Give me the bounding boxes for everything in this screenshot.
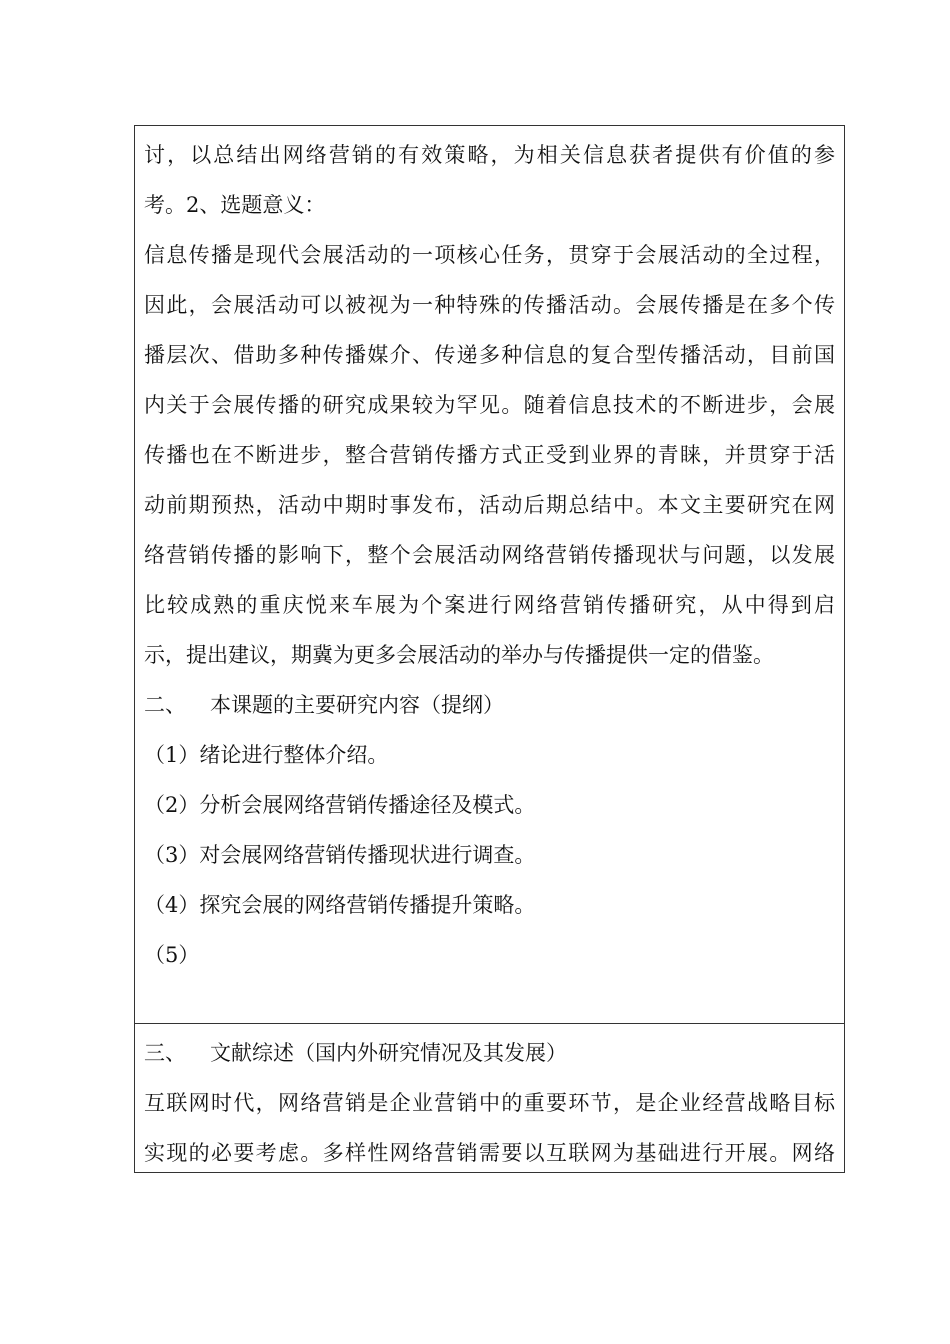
- section-heading-number: 三、: [144, 1041, 186, 1065]
- paragraph-line: 络营销传播的影响下，整个会展活动网络营销传播现状与问题，以发展: [144, 543, 835, 567]
- paragraph-line: 比较成熟的重庆悦来车展为个案进行网络营销传播研究，从中得到启: [144, 593, 835, 617]
- outline-item: （3）对会展网络营销传播现状进行调查。: [144, 843, 536, 867]
- paragraph-line: 互联网时代，网络营销是企业营销中的重要环节，是企业经营战略目标: [144, 1091, 835, 1115]
- paragraph-line: 传播也在不断进步，整合营销传播方式正受到业界的青睐，并贯穿于活: [144, 443, 835, 467]
- paragraph-line: 示，提出建议，期冀为更多会展活动的举办与传播提供一定的借鉴。: [144, 643, 774, 667]
- paragraph-line: 实现的必要考虑。多样性网络营销需要以互联网为基础进行开展。网络: [144, 1141, 835, 1165]
- section-heading-text: 本课题的主要研究内容（提纲）: [210, 693, 504, 717]
- proposal-table: [134, 125, 845, 1173]
- table-cell-literature-review: [135, 1023, 844, 1172]
- table-cell-research-content: [135, 126, 844, 1023]
- paragraph-line: 因此，会展活动可以被视为一种特殊的传播活动。会展传播是在多个传: [144, 293, 835, 317]
- section-heading: [144, 680, 835, 730]
- paragraph-line: 内关于会展传播的研究成果较为罕见。随着信息技术的不断进步，会展: [144, 393, 835, 417]
- section-heading-text: 文献综述（国内外研究情况及其发展）: [210, 1041, 567, 1065]
- outline-item: （2）分析会展网络营销传播途径及模式。: [144, 793, 536, 817]
- outline-item: （4）探究会展的网络营销传播提升策略。: [144, 893, 536, 917]
- paragraph-line: 信息传播是现代会展活动的一项核心任务，贯穿于会展活动的全过程，: [144, 243, 835, 267]
- paragraph-line: 动前期预热，活动中期时事发布，活动后期总结中。本文主要研究在网: [144, 493, 835, 517]
- section-heading: [144, 1028, 835, 1078]
- paragraph-line: 播层次、借助多种传播媒介、传递多种信息的复合型传播活动，目前国: [144, 343, 835, 367]
- section-heading-number: 二、: [144, 693, 186, 717]
- paragraph-line: 考。2、选题意义：: [144, 193, 326, 217]
- outline-item: （1）绪论进行整体介绍。: [144, 743, 389, 767]
- outline-item: （5）: [144, 943, 200, 967]
- paragraph-line: 讨，以总结出网络营销的有效策略，为相关信息获者提供有价值的参: [144, 143, 835, 167]
